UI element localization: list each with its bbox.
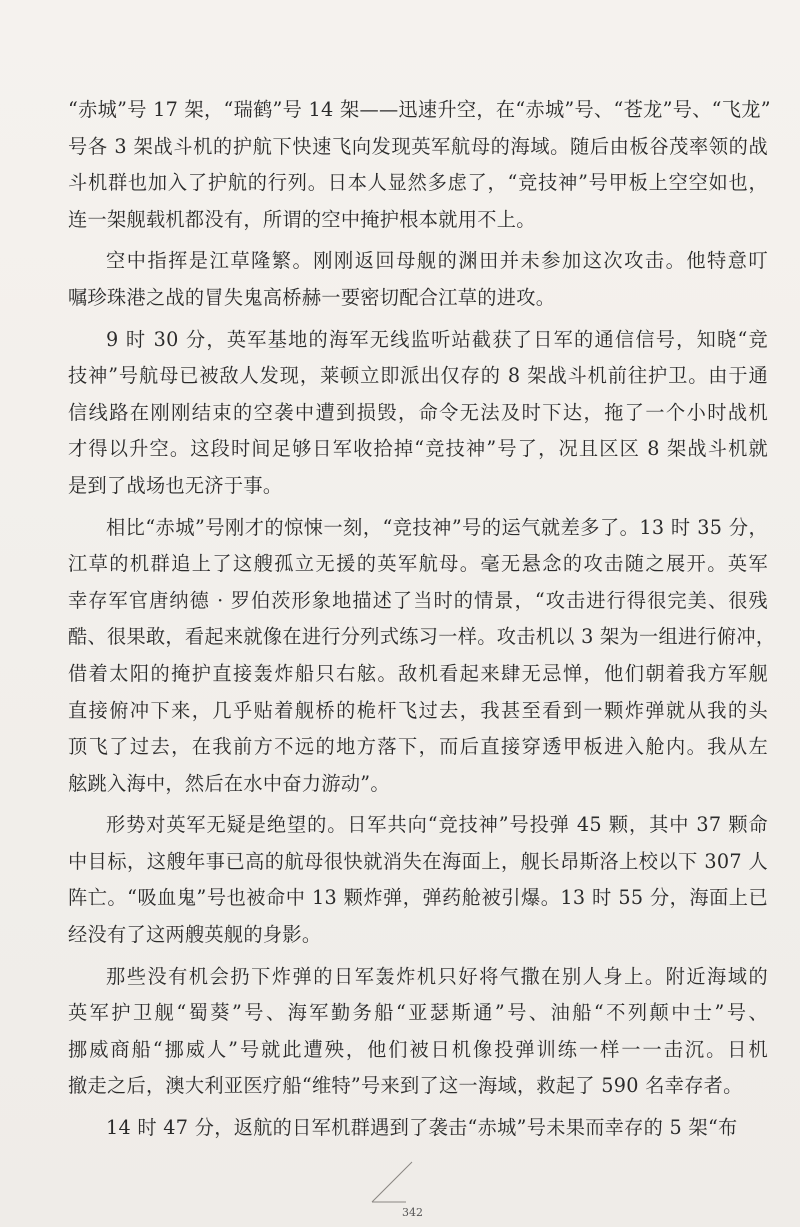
- text-line: “赤城”号 17 架，“瑞鹤”号 14 架——迅速升空，在“赤城”号、“苍龙”号、“飞龙”: [68, 98, 771, 121]
- page-number: 342: [402, 1206, 423, 1219]
- paragraph: [68, 243, 768, 316]
- text-line: 酷、很果敢，看起来就像在进行分列式练习一样。攻击机以 3 架为一组进行俯冲，: [68, 625, 776, 649]
- text-line: 中目标，这艘年事已高的航母很快就消失在海面上，舰长昂斯洛上校以下 307 人: [68, 849, 768, 873]
- text-line: 形势对英军无疑是绝望的。日军共向“竞技神”号投弹 45 颗，其中 37 颗命: [106, 813, 768, 837]
- text-line: 斗机群也加入了护航的行列。日本人显然多虑了，“竞技神”号甲板上空空如也，: [68, 171, 768, 195]
- page-number-decoration: [366, 1158, 416, 1210]
- text-line: 挪威商船“挪威人”号就此遭殃，他们被日机像投弹训练一样一一击沉。日机: [68, 1037, 768, 1061]
- paragraph: [68, 807, 768, 953]
- text-line: 借着太阳的掩护直接轰炸船只右舷。敌机看起来肆无忌惮，他们朝着我方军舰: [68, 661, 768, 685]
- text-line: 经没有了这两艘英舰的身影。: [68, 923, 322, 947]
- text-line: 号各 3 架战斗机的护航下快速飞向发现英军航母的海域。随后由板谷茂率领的战: [68, 134, 768, 158]
- text-line: 才得以升空。这段时间足够日军收拾掉“竞技神”号了，况且区区 8 架战斗机就: [68, 437, 768, 461]
- text-line: 阵亡。“吸血鬼”号也被命中 13 颗炸弹，弹药舱被引爆。13 时 55 分，海面上已: [68, 886, 768, 910]
- paragraph: [68, 959, 768, 1105]
- text-line: 直接俯冲下来，几乎贴着舰桥的桅杆飞过去，我甚至看到一颗炸弹就从我的头: [68, 698, 768, 722]
- body-text: [68, 92, 776, 1147]
- text-line: 技神”号航母已被敌人发现，莱顿立即派出仅存的 8 架战斗机前往护卫。由于通: [68, 364, 768, 388]
- text-line: 嘱珍珠港之战的冒失鬼高桥赫一要密切配合江草的进攻。: [68, 285, 556, 309]
- text-line: 舷跳入海中，然后在水中奋力游动”。: [68, 771, 390, 795]
- text-line: 是到了战场也无济于事。: [68, 473, 283, 497]
- text-line: 那些没有机会扔下炸弹的日军轰炸机只好将气撒在别人身上。附近海域的: [106, 964, 768, 988]
- text-line: 信线路在刚刚结束的空袭中遭到损毁，命令无法及时下达，拖了一个小时战机: [68, 400, 768, 424]
- paragraph: [68, 510, 776, 803]
- paragraph: [68, 92, 771, 238]
- text-line: 顶飞了过去，在我前方不远的地方落下，而后直接穿透甲板进入舱内。我从左: [68, 735, 768, 759]
- paragraph: [68, 322, 768, 505]
- text-line: 英军护卫舰“蜀葵”号、海军勤务船“亚瑟斯通”号、油船“不列颠中士”号、: [68, 1001, 768, 1025]
- text-line: 撤走之后，澳大利亚医疗船“维特”号来到了这一海域，救起了 590 名幸存者。: [68, 1074, 743, 1098]
- paragraph: [68, 1110, 768, 1147]
- text-line: 空中指挥是江草隆繁。刚刚返回母舰的渊田并未参加这次攻击。他特意叮: [106, 249, 768, 273]
- text-line: 9 时 30 分，英军基地的海军无线监听站截获了日军的通信信号，知晓“竞: [106, 327, 768, 351]
- text-line: 相比“赤城”号刚才的惊悚一刻，“竞技神”号的运气就差多了。13 时 35 分，: [106, 515, 768, 539]
- text-line: 幸存军官唐纳德 · 罗伯茨形象地描述了当时的情景，“攻击进行得很完美、很残: [68, 588, 768, 612]
- text-line: 江草的机群追上了这艘孤立无援的英军航母。毫无悬念的攻击随之展开。英军: [68, 552, 768, 576]
- text-line: 连一架舰载机都没有，所谓的空中掩护根本就用不上。: [68, 207, 536, 231]
- text-line: 14 时 47 分，返航的日军机群遇到了袭击“赤城”号未果而幸存的 5 架“布: [106, 1116, 738, 1140]
